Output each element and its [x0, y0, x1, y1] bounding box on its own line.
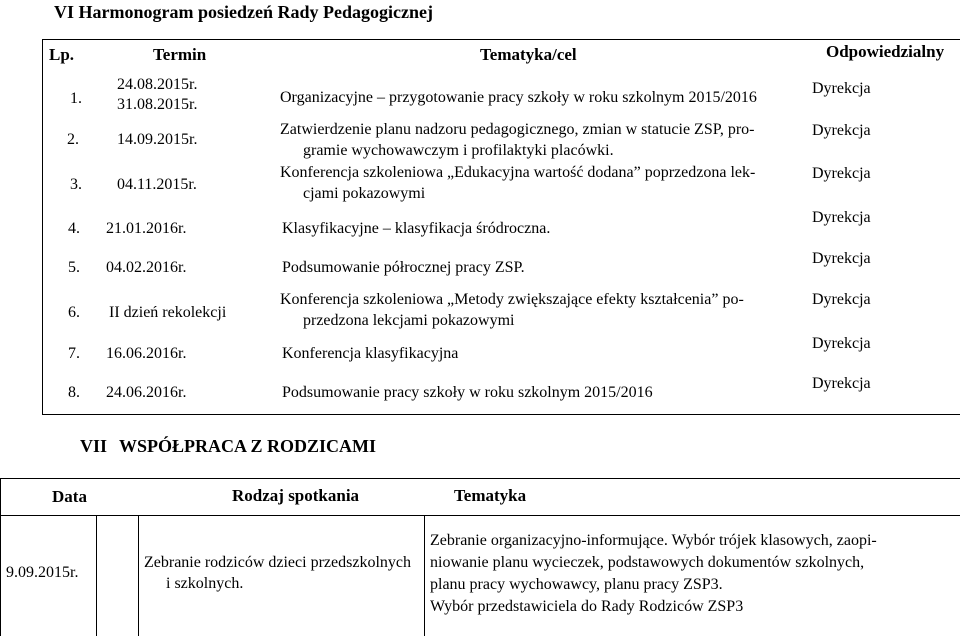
row-odpowiedzialny: Dyrekcja — [812, 291, 871, 308]
row-lp: 7. — [68, 345, 80, 362]
row-termin: 24.08.2015r. — [117, 76, 198, 93]
row-tematyka: Zatwierdzenie planu nadzoru pedagogicznego, zmian w statucie ZSP, pro- — [280, 121, 755, 138]
header-tematyka: Tematyka/cel — [480, 45, 577, 64]
row-odpowiedzialny: Dyrekcja — [812, 122, 871, 139]
row-odpowiedzialny: Dyrekcja — [812, 80, 871, 97]
row-tematyka: Podsumowanie pracy szkoły w roku szkolnym 2015/2016 — [282, 384, 653, 401]
meeting-topic: planu pracy wychowawcy, planu pracy ZSP3. — [430, 576, 723, 593]
meeting-type: i szkolnych. — [166, 575, 244, 592]
row-tematyka: cjami pokazowymi — [303, 185, 426, 202]
row-tematyka: Podsumowanie półrocznej pracy ZSP. — [282, 259, 525, 276]
header-odpowiedzialny: Odpowiedzialny — [826, 42, 945, 61]
row-lp: 2. — [67, 131, 79, 148]
row-lp: 5. — [68, 259, 80, 276]
header-termin: Termin — [153, 45, 207, 64]
row-termin: 04.11.2015r. — [117, 176, 197, 193]
row-odpowiedzialny: Dyrekcja — [812, 335, 871, 352]
row-tematyka: przedzona lekcjami pokazowymi — [303, 312, 515, 329]
row-tematyka: Konferencja klasyfikacyjna — [282, 345, 459, 362]
row-termin: 31.08.2015r. — [117, 96, 198, 113]
section-7-number: VII — [80, 436, 108, 456]
row-lp: 3. — [70, 176, 82, 193]
row-tematyka: Organizacyjne – przygotowanie pracy szkoły w roku szkolnym 2015/2016 — [280, 89, 757, 106]
row-termin: 16.06.2016r. — [106, 345, 187, 362]
section-6-title: VI Harmonogram posiedzeń Rady Pedagogicznej — [54, 2, 433, 22]
row-termin: 04.02.2016r. — [106, 259, 187, 276]
header-data: Data — [52, 487, 87, 506]
header-lp: Lp. — [49, 45, 75, 64]
meeting-topic: Wybór przedstawiciela do Rady Rodziców ZSP3 — [430, 598, 744, 615]
row-odpowiedzialny: Dyrekcja — [812, 250, 871, 267]
meeting-topic: niowanie planu wycieczek, podstawowych dokumentów szkolnych, — [430, 554, 865, 571]
row-termin: II dzień rekolekcji — [109, 304, 227, 321]
row-tematyka: Klasyfikacyjne – klasyfikacja śródroczna. — [282, 220, 551, 237]
header-tematyka-spotkania: Tematyka — [454, 486, 527, 505]
meeting-date: 9.09.2015r. — [6, 564, 79, 581]
row-odpowiedzialny: Dyrekcja — [812, 209, 871, 226]
meeting-topic: Zebranie organizacyjno-informujące. Wybór trójek klasowych, zaopi- — [430, 532, 877, 549]
row-lp: 6. — [68, 304, 80, 321]
row-tematyka: Konferencja szkoleniowa „Metody zwiększające efekty kształcenia” po- — [280, 291, 744, 308]
meeting-type: Zebranie rodziców dzieci przedszkolnych — [144, 554, 411, 571]
row-termin: 21.01.2016r. — [106, 220, 187, 237]
section-7-title: WSPÓŁPRACA Z RODZICAMI — [119, 436, 377, 456]
row-odpowiedzialny: Dyrekcja — [812, 375, 871, 392]
header-rodzaj-spotkania: Rodzaj spotkania — [232, 486, 360, 505]
row-lp: 4. — [68, 220, 80, 237]
row-lp: 1. — [70, 90, 82, 107]
row-tematyka: gramie wychowawczym i profilaktyki placówki. — [303, 142, 614, 159]
row-termin: 14.09.2015r. — [117, 131, 198, 148]
row-lp: 8. — [68, 384, 80, 401]
row-odpowiedzialny: Dyrekcja — [812, 165, 871, 182]
row-tematyka: Konferencja szkoleniowa „Edukacyjna wartość dodana” poprzedzona lek- — [280, 164, 756, 181]
row-termin: 24.06.2016r. — [106, 384, 187, 401]
